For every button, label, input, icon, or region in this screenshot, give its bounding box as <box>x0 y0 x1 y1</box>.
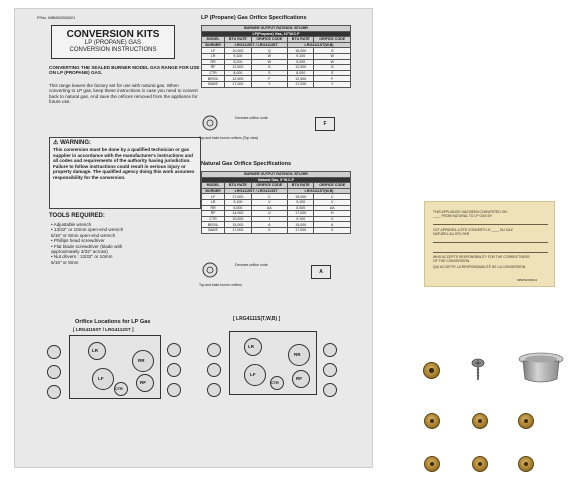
side-orifice <box>47 385 61 399</box>
burner-cell: BAKE <box>202 81 225 87</box>
orifice-cell: AA <box>314 205 351 211</box>
btu-cell: 17,000 <box>225 227 251 233</box>
btu-cell: 12,500 <box>288 76 314 82</box>
btu-cell: 12,500 <box>225 65 251 71</box>
tools-title: TOOLS REQUIRED: <box>49 213 105 219</box>
orifice-cell: U <box>251 211 288 217</box>
col-orifice: ORIFICE CODE <box>314 37 351 43</box>
orifice-cell: T <box>251 216 288 222</box>
table-row <box>202 81 351 87</box>
table-row <box>202 227 351 233</box>
brass-orifice <box>472 413 488 429</box>
tool-item: 5/16" or 8mm <box>51 259 79 265</box>
model-b: LRG4111ST(W,B) <box>288 188 351 194</box>
btu-cell: 10,000 <box>225 216 251 222</box>
btu-cell: 8,000 <box>288 70 314 76</box>
lp-band: LP(Propane) Gas, 10"W.C.P <box>202 31 351 37</box>
burner-label: RR <box>294 352 301 357</box>
orifice-cell: G <box>314 65 351 71</box>
btu-cell: 12,500 <box>225 76 251 82</box>
model-b: LRG4111ST(W,B) <box>288 42 351 48</box>
loc-model-a: [ LRG4115ST / LRG4113ST ] <box>73 327 134 332</box>
col-orifice: ORIFICE CODE <box>251 183 288 189</box>
tool-item: approximately 3/32" across) <box>51 249 108 255</box>
loc-panel-b <box>229 331 317 395</box>
burner-cell: BROIL <box>202 222 225 228</box>
warning-body: This conversion must be done by a qualified technician or gas supplier in accordance with the manufacturer's instructions and all codes and requirements of the authority having jurisdiction. Failure to follow instructions could result in serious injury or property damage. The qualified agency doing this work assumes responsibility for the conversion. <box>53 147 195 180</box>
btu-cell: 5,000 <box>225 205 251 211</box>
lp-spec-table <box>201 25 351 88</box>
part-number: P/No. MBM62008021 <box>37 15 76 20</box>
burner-label: CTR <box>271 381 279 385</box>
ng-denotes: Denotes orifice code <box>235 263 268 267</box>
orifice-cell: H <box>314 211 351 217</box>
side-orifice <box>207 343 221 357</box>
orifice-cell: W <box>251 59 288 65</box>
subtitle-1: LP (PROPANE) GAS <box>84 40 142 46</box>
orifice-cell: X <box>314 227 351 233</box>
orifice-cell: V <box>251 199 288 205</box>
brass-orifice <box>472 456 488 472</box>
col-btu: BTU RATE <box>225 37 251 43</box>
burner-label: LR <box>92 348 98 353</box>
tool-item: • Nut drivers : 13/32" or 10mm <box>51 254 113 260</box>
burner-cell: LF <box>202 48 225 54</box>
burner-cell: LF <box>202 194 225 200</box>
col-burner: BURNER <box>202 188 225 194</box>
lp-table-body <box>202 48 351 87</box>
intro-heading: CONVERTING THE SEALED BURNER MODEL GAS RANGE FOR USE ON LP (PROPANE) GAS. <box>49 65 200 76</box>
orifice-cell: W <box>314 59 351 65</box>
btu-cell: 15,000 <box>288 194 314 200</box>
side-orifice <box>167 363 181 377</box>
orifice-cell: A <box>314 222 351 228</box>
btu-cell: 9,100 <box>225 199 251 205</box>
burner-cell: CTR <box>202 216 225 222</box>
orifice-cell: F <box>314 76 351 82</box>
burner-label: LF <box>98 376 104 381</box>
burner-cell: RF <box>202 211 225 217</box>
btu-cell: 10,000 <box>225 48 251 54</box>
lp-orifice-diagram <box>201 114 219 132</box>
btu-cell: 17,000 <box>288 227 314 233</box>
orifice-cell: F <box>251 76 288 82</box>
intro-body: This range leaves the factory set for use with natural gas. When converting to LP gas, keep these instructions in case you need to convert back to natural gas. And save the orifices removed from the appliance for future use. <box>49 83 198 105</box>
ng-code-box: A <box>311 265 331 279</box>
burner-label: LF <box>250 372 256 377</box>
burner-cell: RR <box>202 59 225 65</box>
btu-cell: 15,000 <box>225 222 251 228</box>
orifice-cell: W <box>251 53 288 59</box>
btu-cell: 14,000 <box>225 211 251 217</box>
burner-label: LR <box>248 344 254 349</box>
label-rule <box>433 242 548 243</box>
btu-cell: 17,000 <box>288 81 314 87</box>
model-a: LRG4115ST / LRG4113ST <box>225 42 288 48</box>
loc-panel-a <box>69 335 161 399</box>
orifice-cell: A <box>251 222 288 228</box>
orifice-cell: V <box>314 199 351 205</box>
subtitle-2: CONVERSION INSTRUCTIONS <box>69 47 157 53</box>
col-orifice: ORIFICE CODE <box>251 37 288 43</box>
tool-item: 5/16" or 8mm open-end wrench <box>51 232 116 238</box>
label-rule <box>433 252 548 253</box>
col-model: MODEL <box>202 37 225 43</box>
col-btu: BTU RATE <box>288 183 314 189</box>
col-btu: BTU RATE <box>288 37 314 43</box>
label-line: QUI ACCEPTE LA RESPONSABILITÉ DE LA CONVERSION. <box>433 265 527 269</box>
side-orifice <box>167 343 181 357</box>
tools-list <box>51 222 199 265</box>
conversion-label <box>424 201 555 287</box>
title-box <box>51 25 175 59</box>
orifice-cell: G <box>251 65 288 71</box>
tool-item: • 13/32" or 10mm open-end wrench <box>51 227 124 233</box>
orifice-cell: S <box>314 70 351 76</box>
ng-spec-table <box>201 171 351 234</box>
label-line: WHO ACCEPTS RESPONSIBILITY FOR THE CORRECTNESS OF THE CONVERSION. <box>433 255 530 264</box>
orifice-cell: C <box>314 194 351 200</box>
instruction-sheet <box>14 8 373 468</box>
side-orifice <box>323 363 337 377</box>
burner-cell: BROIL <box>202 76 225 82</box>
label-line: CET APPAREIL A ÉTÉ CONVERTI LE ____ DU GAZ NATUREL AU GPL PAR <box>433 228 513 237</box>
btu-cell: 8,000 <box>225 70 251 76</box>
col-burner: BURNER <box>202 42 225 48</box>
burner-label: CTR <box>115 387 123 391</box>
tool-item: • Phillips head screwdriver <box>51 238 105 244</box>
brass-orifice <box>424 456 440 472</box>
col-btu: BTU RATE <box>225 183 251 189</box>
page-title: CONVERSION KITS <box>66 29 160 40</box>
burner-label: RR <box>138 358 145 363</box>
burner-cell: LR <box>202 199 225 205</box>
warning-title <box>53 140 197 147</box>
tool-item: • Flat blade screwdriver (blade with <box>51 243 123 249</box>
burner-cell: CTR <box>202 70 225 76</box>
ng-orifice-diagram <box>201 261 219 279</box>
brass-orifice <box>518 456 534 472</box>
label-rule <box>433 224 548 225</box>
orifice-cell: W <box>314 53 351 59</box>
lp-denotes: Denotes orifice code <box>235 116 268 120</box>
btu-cell: 5,000 <box>225 59 251 65</box>
btu-cell: 9,100 <box>225 53 251 59</box>
side-orifice <box>323 383 337 397</box>
side-orifice <box>323 343 337 357</box>
brass-orifice <box>424 413 440 429</box>
burner-cell: RF <box>202 65 225 71</box>
btu-cell: 5,000 <box>288 59 314 65</box>
side-orifice <box>47 345 61 359</box>
side-orifice <box>207 363 221 377</box>
ng-spec-title: Natural Gas Orifice Specifications <box>201 161 292 167</box>
table-caption: BURNER OUTPUT RATINGS: BTU/HR <box>202 172 351 178</box>
loc-model-b: [ LRG4111S(T,W,B) ] <box>233 316 281 322</box>
table-caption: BURNER OUTPUT RATINGS: BTU/HR <box>202 26 351 32</box>
brass-orifice <box>518 413 534 429</box>
btu-cell: 5,000 <box>288 205 314 211</box>
warning-icon: ⚠ <box>53 140 59 146</box>
burner-cell: LR <box>202 53 225 59</box>
orifice-cell: X <box>251 227 288 233</box>
loc-title: Orifice Locations for LP Gas <box>75 319 151 325</box>
ng-band: Natural Gas, 5"W.C.P <box>202 177 351 183</box>
lp-code-box: F <box>315 117 335 131</box>
col-model: MODEL <box>202 183 225 189</box>
btu-cell: 17,000 <box>225 194 251 200</box>
burner-cap <box>517 351 565 385</box>
orifice-cell: Y <box>251 81 288 87</box>
orifice-cell: S <box>251 70 288 76</box>
orifice-cell: AA <box>251 205 288 211</box>
brass-orifice <box>423 362 440 379</box>
btu-cell: 15,000 <box>288 222 314 228</box>
col-orifice: ORIFICE CODE <box>314 183 351 189</box>
tool-item: • Adjustable wrench <box>51 222 92 227</box>
orifice-cell: C <box>251 194 288 200</box>
orifice-cell: Y <box>314 81 351 87</box>
btu-cell: 17,000 <box>225 81 251 87</box>
ng-top-burner-note: Top and bake burner orifices <box>199 283 242 287</box>
lp-spec-title: LP (Propane) Gas Orifice Specifications <box>201 15 307 21</box>
screw <box>470 358 486 382</box>
burner-cell: BAKE <box>202 227 225 233</box>
orifice-cell: Q <box>251 48 288 54</box>
orifice-cell: V <box>314 216 351 222</box>
label-line: THIS APPLIANCE HAS BEEN CONVERTED ON ____ FROM NATURAL TO LP GAS BY <box>433 210 507 219</box>
ng-table-body <box>202 194 351 233</box>
side-orifice <box>47 365 61 379</box>
warning-title-text: WARNING: <box>60 140 92 146</box>
side-orifice <box>167 383 181 397</box>
orifice-cell: G <box>314 48 351 54</box>
burner-label: RF <box>140 380 146 385</box>
model-a: LRG4115ST / LRG4113ST <box>225 188 288 194</box>
lp-top-burner-note: Top and bake burner orifices (Top view) <box>199 136 259 140</box>
warning-box <box>49 137 201 209</box>
label-part-code: MBM62008021 <box>517 278 538 282</box>
btu-cell: 9,100 <box>288 216 314 222</box>
btu-cell: 12,500 <box>288 65 314 71</box>
side-orifice <box>207 383 221 397</box>
btu-cell: 9,100 <box>288 199 314 205</box>
burner-cell: RR <box>202 205 225 211</box>
btu-cell: 9,100 <box>288 53 314 59</box>
burner-label: RF <box>296 376 302 381</box>
btu-cell: 17,000 <box>288 211 314 217</box>
btu-cell: 15,000 <box>288 48 314 54</box>
